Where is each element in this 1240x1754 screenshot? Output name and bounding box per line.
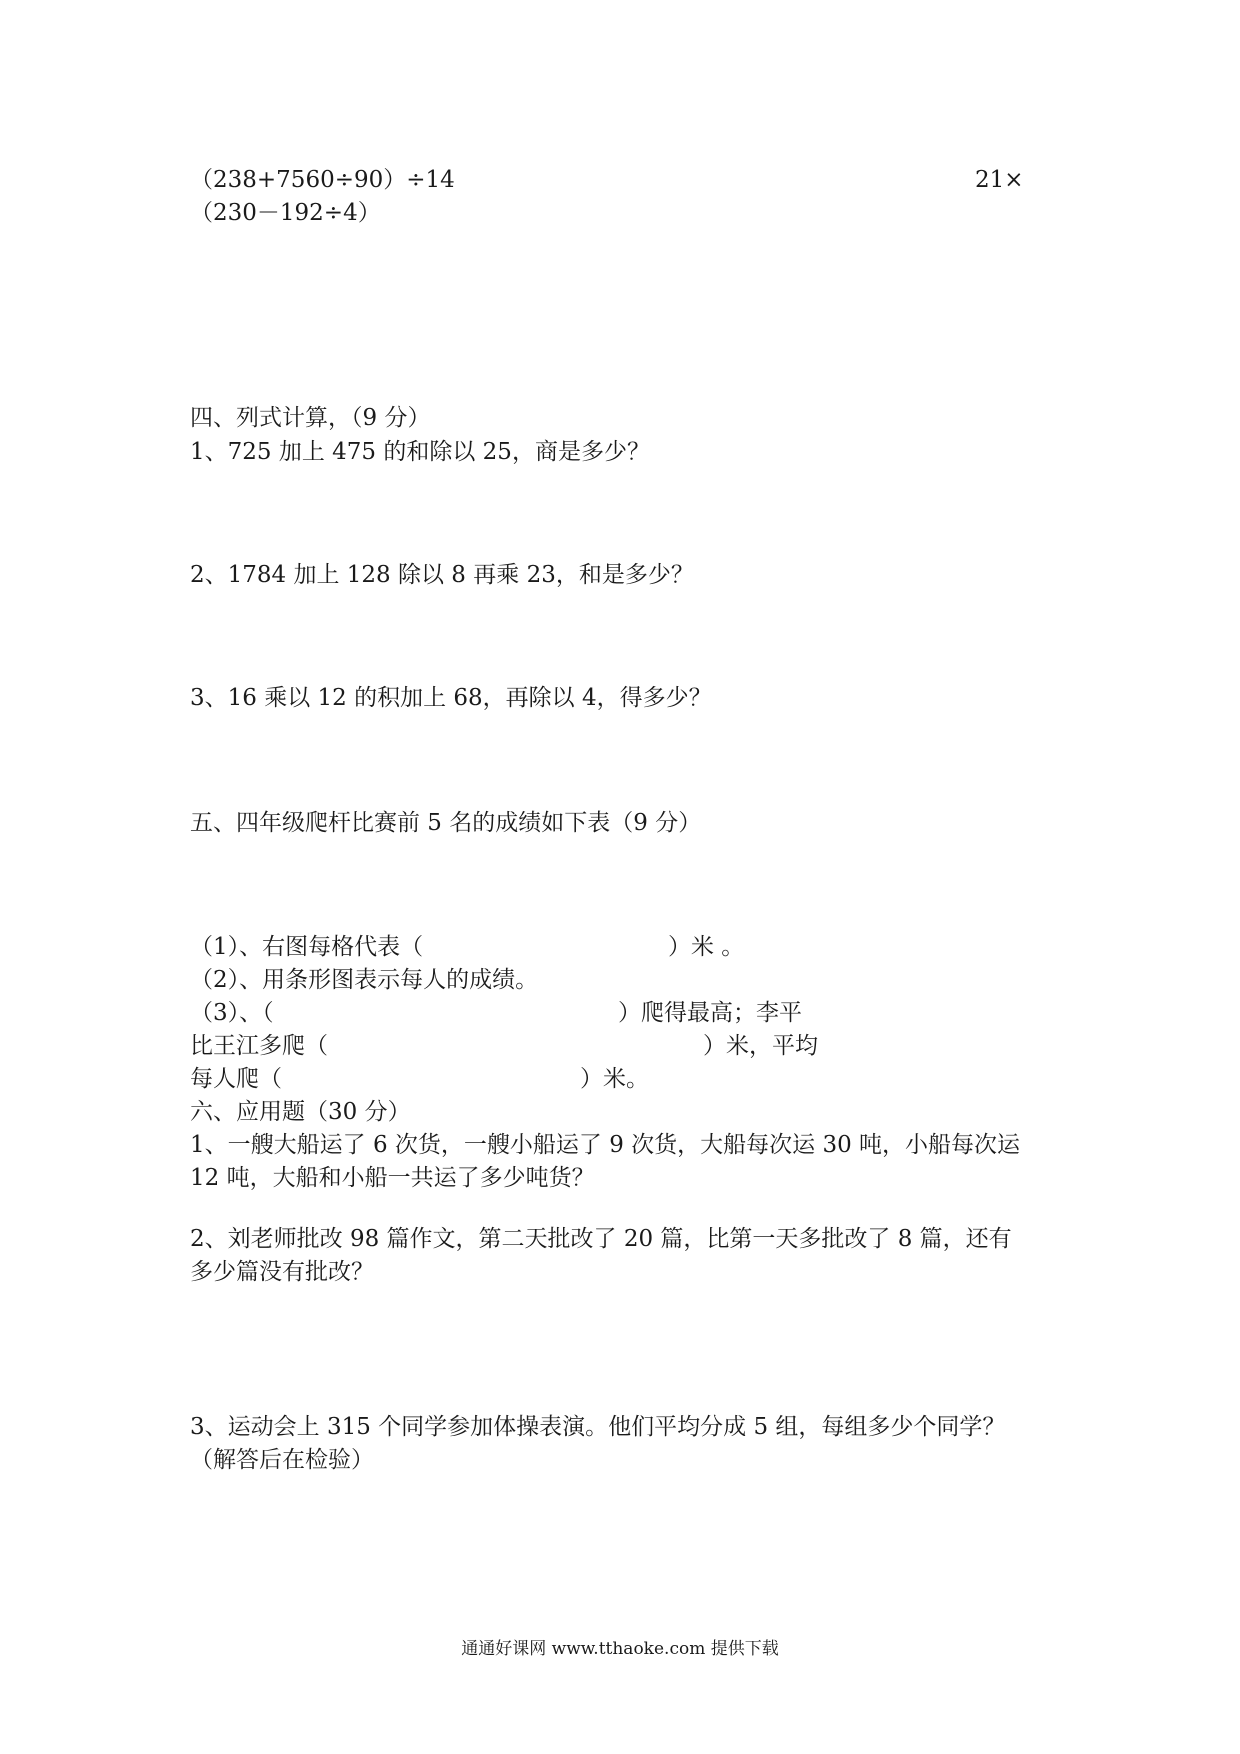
section6-q1-line2: 12 吨，大船和小船一共运了多少吨货？ [190, 1165, 595, 1191]
section6-q3-line1: 3、运动会上 315 个同学参加体操表演。他们平均分成 5 组，每组多少个同学？ [190, 1414, 1006, 1440]
section4-question-2: 2、1784 加上 128 除以 8 再乘 23，和是多少？ [190, 562, 694, 588]
section5-q3-start: （3）、（ [190, 1000, 274, 1026]
section6-q3-line2: （解答后在检验） [190, 1447, 374, 1473]
section5-q3-line3-end: ）米。 [580, 1066, 649, 1092]
section5-q1-end: ）米 。 [668, 934, 745, 960]
section6-q2-line2: 多少篇没有批改？ [190, 1259, 374, 1285]
expression-1: （238+7560÷90）÷14 [190, 167, 455, 193]
section5-q3-line2-start: 比王江多爬（ [190, 1033, 328, 1059]
section4-question-3: 3、16 乘以 12 的积加上 68，再除以 4，得多少？ [190, 685, 712, 711]
section4-question-1: 1、725 加上 475 的和除以 25，商是多少？ [190, 439, 650, 465]
section6-q1-line1: 1、一艘大船运了 6 次货，一艘小船运了 9 次货，大船每次运 30 吨，小船每次运 [190, 1132, 1021, 1158]
section6-q2-line1: 2、刘老师批改 98 篇作文，第二天批改了 20 篇，比第一天多批改了 8 篇，还有 [190, 1226, 1012, 1252]
section5-q3-line2-end: ）米，平均 [703, 1033, 818, 1059]
page-footer: 通通好课网 www.tthaoke.com 提供下载 [461, 1639, 779, 1659]
expression-3: （230－192÷4） [190, 200, 381, 226]
section5-question-2: （2）、用条形图表示每人的成绩。 [190, 967, 539, 993]
section5-q3-end: ）爬得最高；李平 [618, 1000, 802, 1026]
section4-title: 四、列式计算，（9 分） [190, 405, 431, 431]
expression-2: 21× [975, 167, 1024, 193]
section5-title: 五、四年级爬杆比赛前 5 名的成绩如下表（9 分） [190, 810, 702, 836]
section5-q1-start: （1）、右图每格代表（ [190, 934, 424, 960]
section6-title: 六、应用题（30 分） [190, 1099, 411, 1125]
section5-q3-line3-start: 每人爬（ [190, 1066, 282, 1092]
